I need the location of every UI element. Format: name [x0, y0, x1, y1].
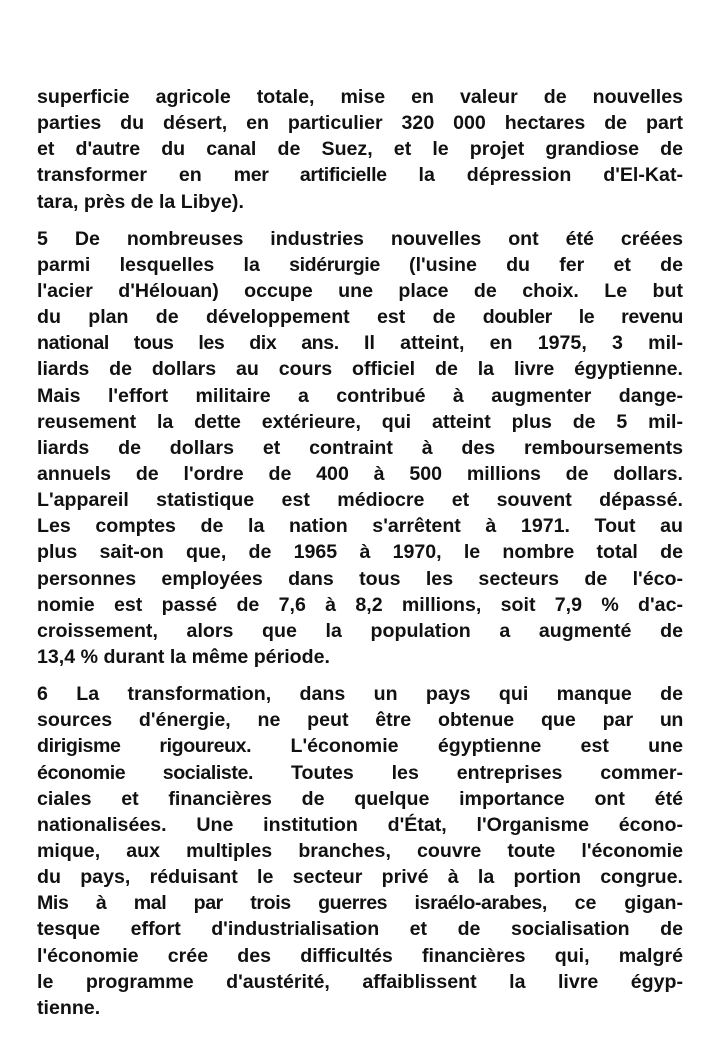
- text-line: [37, 890, 683, 916]
- text-run: ce gigan-: [546, 892, 683, 915]
- text-line: [37, 110, 683, 136]
- text-run: superficie agricole totale, mise en valeur de nouvelles: [37, 86, 683, 108]
- text-line: [37, 409, 683, 435]
- text-line: [37, 969, 683, 995]
- text-run: le programme d'austérité, affaiblissent la livre égyp-: [37, 970, 683, 993]
- emphasized-text: doubler le revenu: [482, 306, 683, 329]
- text-line: [37, 513, 683, 539]
- text-run: sources d'énergie, ne peut être obtenue que par: [37, 709, 660, 732]
- text-line: [37, 330, 683, 356]
- text-line: [37, 226, 683, 252]
- text-run: Toutes les entreprises commer-: [253, 761, 683, 784]
- text-run: du plan de développement est de: [37, 306, 483, 329]
- paragraph: [37, 226, 683, 670]
- text-run: 5 De nombreuses industries nouvelles ont été créées: [37, 227, 683, 250]
- text-line: [37, 461, 683, 487]
- text-run: Mais l'effort militaire a contribué à augmenter dange-: [37, 384, 683, 407]
- emphasized-text: Mis à mal par trois guerres israélo-arabes,: [37, 892, 547, 915]
- text-line: [37, 278, 683, 304]
- text-line: [37, 136, 683, 162]
- text-line: [37, 864, 683, 890]
- text-run: et d'autre du canal de Suez, et le projet grandiose de: [37, 138, 683, 161]
- text-line: [37, 356, 683, 382]
- emphasized-text: un: [659, 709, 683, 732]
- text-run: tienne.: [37, 996, 101, 1019]
- text-line: [37, 760, 683, 786]
- text-run: l'acier d'Hélouan) occupe une place de choix. Le but: [37, 279, 683, 302]
- text-line: [37, 304, 683, 330]
- text-line: [37, 162, 683, 188]
- paragraph: [37, 681, 683, 1021]
- text-line: [37, 252, 683, 278]
- text-run: 6 La transformation, dans un pays qui manque de: [37, 683, 683, 706]
- text-run: annuels de l'ordre de 400 à 500 millions de dollars.: [37, 462, 683, 485]
- text-line: [37, 644, 683, 670]
- text-run: la dépression d'El-Kat-: [386, 164, 683, 187]
- text-line: [37, 592, 683, 618]
- text-line: [37, 487, 683, 513]
- text-run: tara, près de la Libye).: [37, 190, 244, 213]
- text-run: du pays, réduisant le secteur privé à la portion congrue.: [37, 866, 683, 889]
- text-line: [37, 566, 683, 592]
- paragraph: [37, 84, 683, 215]
- text-line: [37, 916, 683, 942]
- emphasized-text: national tous les dix ans.: [37, 332, 339, 355]
- text-line: [37, 539, 683, 565]
- text-run: mique, aux multiples branches, couvre toute l'économie: [37, 839, 683, 862]
- text-line: [37, 995, 683, 1021]
- text-line: [37, 618, 683, 644]
- text-line: [37, 943, 683, 969]
- emphasized-text: économie socialiste.: [37, 761, 254, 784]
- text-run: personnes employées dans tous les secteurs de l'éco-: [37, 567, 683, 590]
- emphasized-text: dirigisme rigoureux.: [37, 735, 252, 758]
- document-page: [37, 84, 683, 1021]
- text-run: L'économie égyptienne est une: [251, 735, 683, 758]
- text-run: Les comptes de la nation s'arrêtent à 1971. Tout au: [37, 515, 683, 538]
- text-run: croissement, alors que la population a augmenté de: [37, 619, 683, 642]
- text-line: [37, 84, 683, 110]
- text-run: 13,4 % durant la même période.: [37, 645, 330, 668]
- text-line: [37, 733, 683, 759]
- text-line: [37, 189, 683, 215]
- text-run: ciales et financières de quelque importance ont été: [37, 787, 683, 810]
- text-line: [37, 707, 683, 733]
- text-run: liards de dollars et contraint à des remboursements: [37, 436, 683, 459]
- text-run: nomie est passé de 7,6 à 8,2 millions, soit 7,9 % d'ac-: [37, 593, 683, 616]
- text-run: reusement la dette extérieure, qui atteint plus de 5 mil-: [37, 410, 683, 433]
- text-run: plus sait-on que, de 1965 à 1970, le nombre total de: [37, 541, 683, 564]
- text-run: parties du désert, en particulier 320 000 hectares de part: [37, 112, 683, 135]
- text-run: transformer en: [37, 164, 234, 187]
- text-run: l'économie crée des difficultés financières qui, malgré: [37, 944, 683, 967]
- text-run: (l'usine du fer et de: [379, 253, 683, 276]
- text-run: liards de dollars au cours officiel de la livre égyptienne.: [37, 358, 683, 381]
- text-run: Il atteint, en 1975, 3 mil-: [338, 332, 683, 355]
- text-line: [37, 812, 683, 838]
- text-line: [37, 435, 683, 461]
- text-line: [37, 786, 683, 812]
- emphasized-text: sidérurgie: [289, 253, 380, 276]
- text-line: [37, 383, 683, 409]
- text-run: nationalisées. Une institution d'État, l'Organisme écono-: [37, 813, 683, 836]
- text-line: [37, 681, 683, 707]
- text-run: tesque effort d'industrialisation et de socialisation de: [37, 918, 683, 941]
- emphasized-text: mer artificielle: [233, 164, 387, 187]
- text-run: parmi lesquelles la: [37, 253, 290, 276]
- text-run: L'appareil statistique est médiocre et souvent dépassé.: [37, 489, 683, 512]
- text-line: [37, 838, 683, 864]
